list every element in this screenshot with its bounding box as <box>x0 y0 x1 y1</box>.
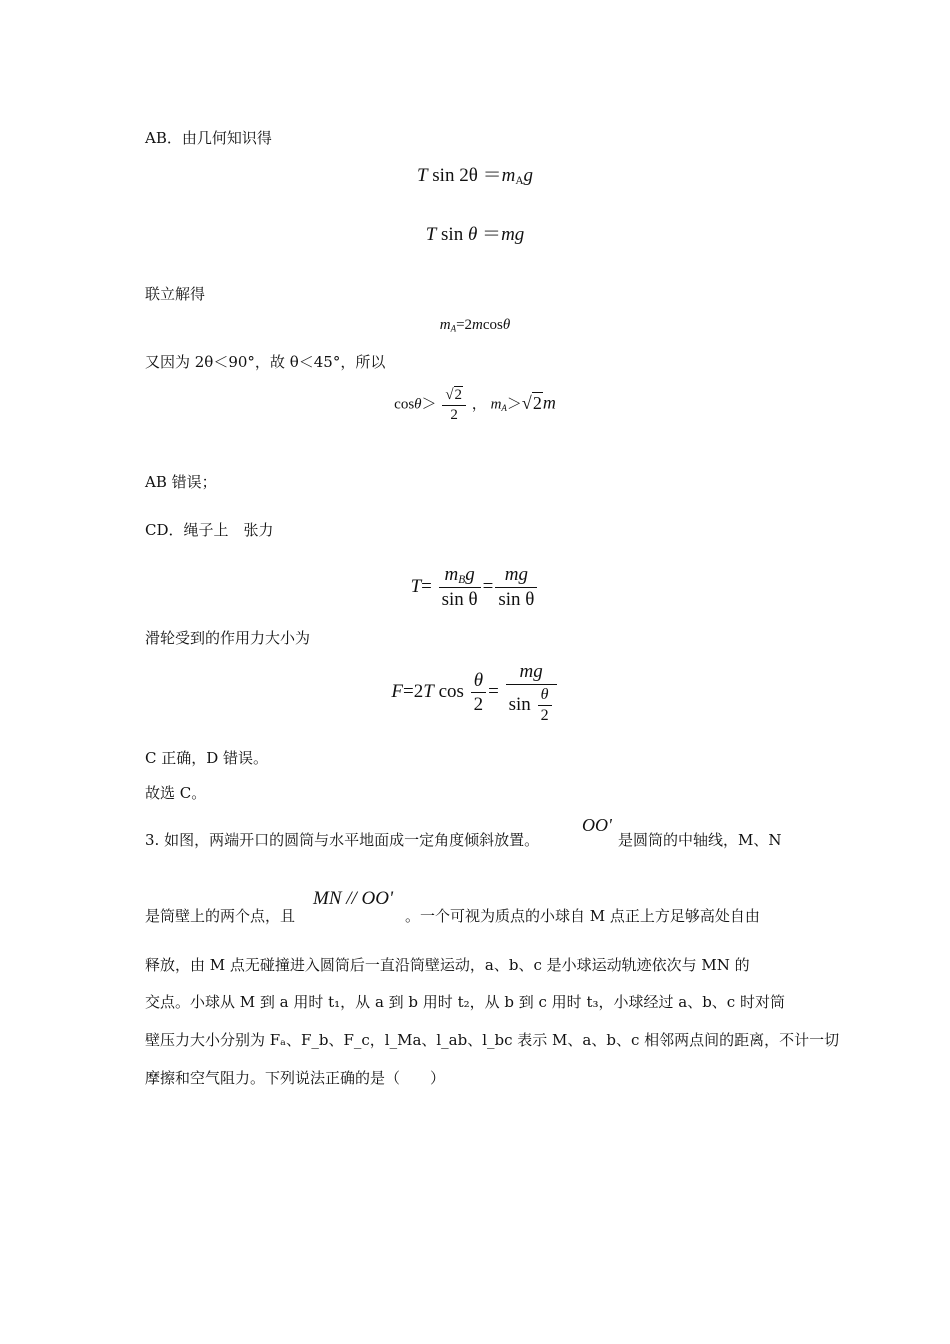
q3-line6: 摩擦和空气阻力。下列说法正确的是（ ） <box>145 1069 446 1087</box>
cd-heading: CD．绳子上 张力 <box>145 521 274 539</box>
answer-text: 故选 C。 <box>145 784 207 802</box>
equation-tsin2theta: T $\sin 2\theta =m_Ag$ <box>416 165 534 187</box>
q3-line1-a: 3. 如图，两端开口的圆筒与水平地面成一定角度倾斜放置。 <box>145 831 540 849</box>
q3-line5: 壁压力大小分别为 Fₐ、F_b、F_c，l_Ma、l_ab、l_bc 表示 M、a、b、c 相邻两点间的距离，不计一切 <box>145 1031 840 1049</box>
pulley-text: 滑轮受到的作用力大小为 <box>145 629 311 647</box>
mn-parallel-symbol: MN // OO' <box>313 888 394 909</box>
fraction-sqrt2-over-2: $\frac{√2}{2}$ <box>442 386 466 425</box>
q3-line2-a: 是筒壁上的两个点，且 <box>145 907 296 925</box>
equation-cos-inequality: cosθ＞ $\frac{√2}{2}$ ， $m_A>√2m$ <box>394 387 556 423</box>
ab-verdict: AB 错误； <box>145 473 217 491</box>
equation-pulley-force: F=2T cos $\frac{\theta}{2}$ = mg sin $\frac{\theta}{2}$ <box>0 660 950 726</box>
q3-line1-b: 是圆筒的中轴线，M、N <box>618 831 782 849</box>
ab-heading: AB．由几何知识得 <box>145 129 272 147</box>
since-text: 又因为 2θ＜90°，故 θ＜45°，所以 <box>145 353 386 371</box>
equation-ma: $m_A=2mcos\theta$ <box>439 317 511 334</box>
q3-line2-b: 。一个可视为质点的小球自 M 点正上方足够高处自由 <box>405 907 760 925</box>
q3-line4: 交点。小球从 M 到 a 用时 t₁，从 a 到 b 用时 t₂，从 b 到 c 用时 t₃，小球经过 a、b、c 时对筒 <box>145 993 785 1011</box>
oo-prime-symbol: OO' <box>582 815 612 835</box>
equation-tsintheta: T sin θ ＝mg <box>425 224 525 245</box>
q3-line3: 释放，由 M 点无碰撞进入圆筒后一直沿筒壁运动，a、b、c 是小球运动轨迹依次与 MN 的 <box>145 956 750 974</box>
cd-verdict: C 正确，D 错误。 <box>145 749 269 767</box>
equation-tension: T= $\frac{m_Bg}{\text{sin θ}}$ = $\frac{mg}{\text{sin θ}}$ <box>0 563 950 612</box>
solve-text: 联立解得 <box>145 285 206 303</box>
